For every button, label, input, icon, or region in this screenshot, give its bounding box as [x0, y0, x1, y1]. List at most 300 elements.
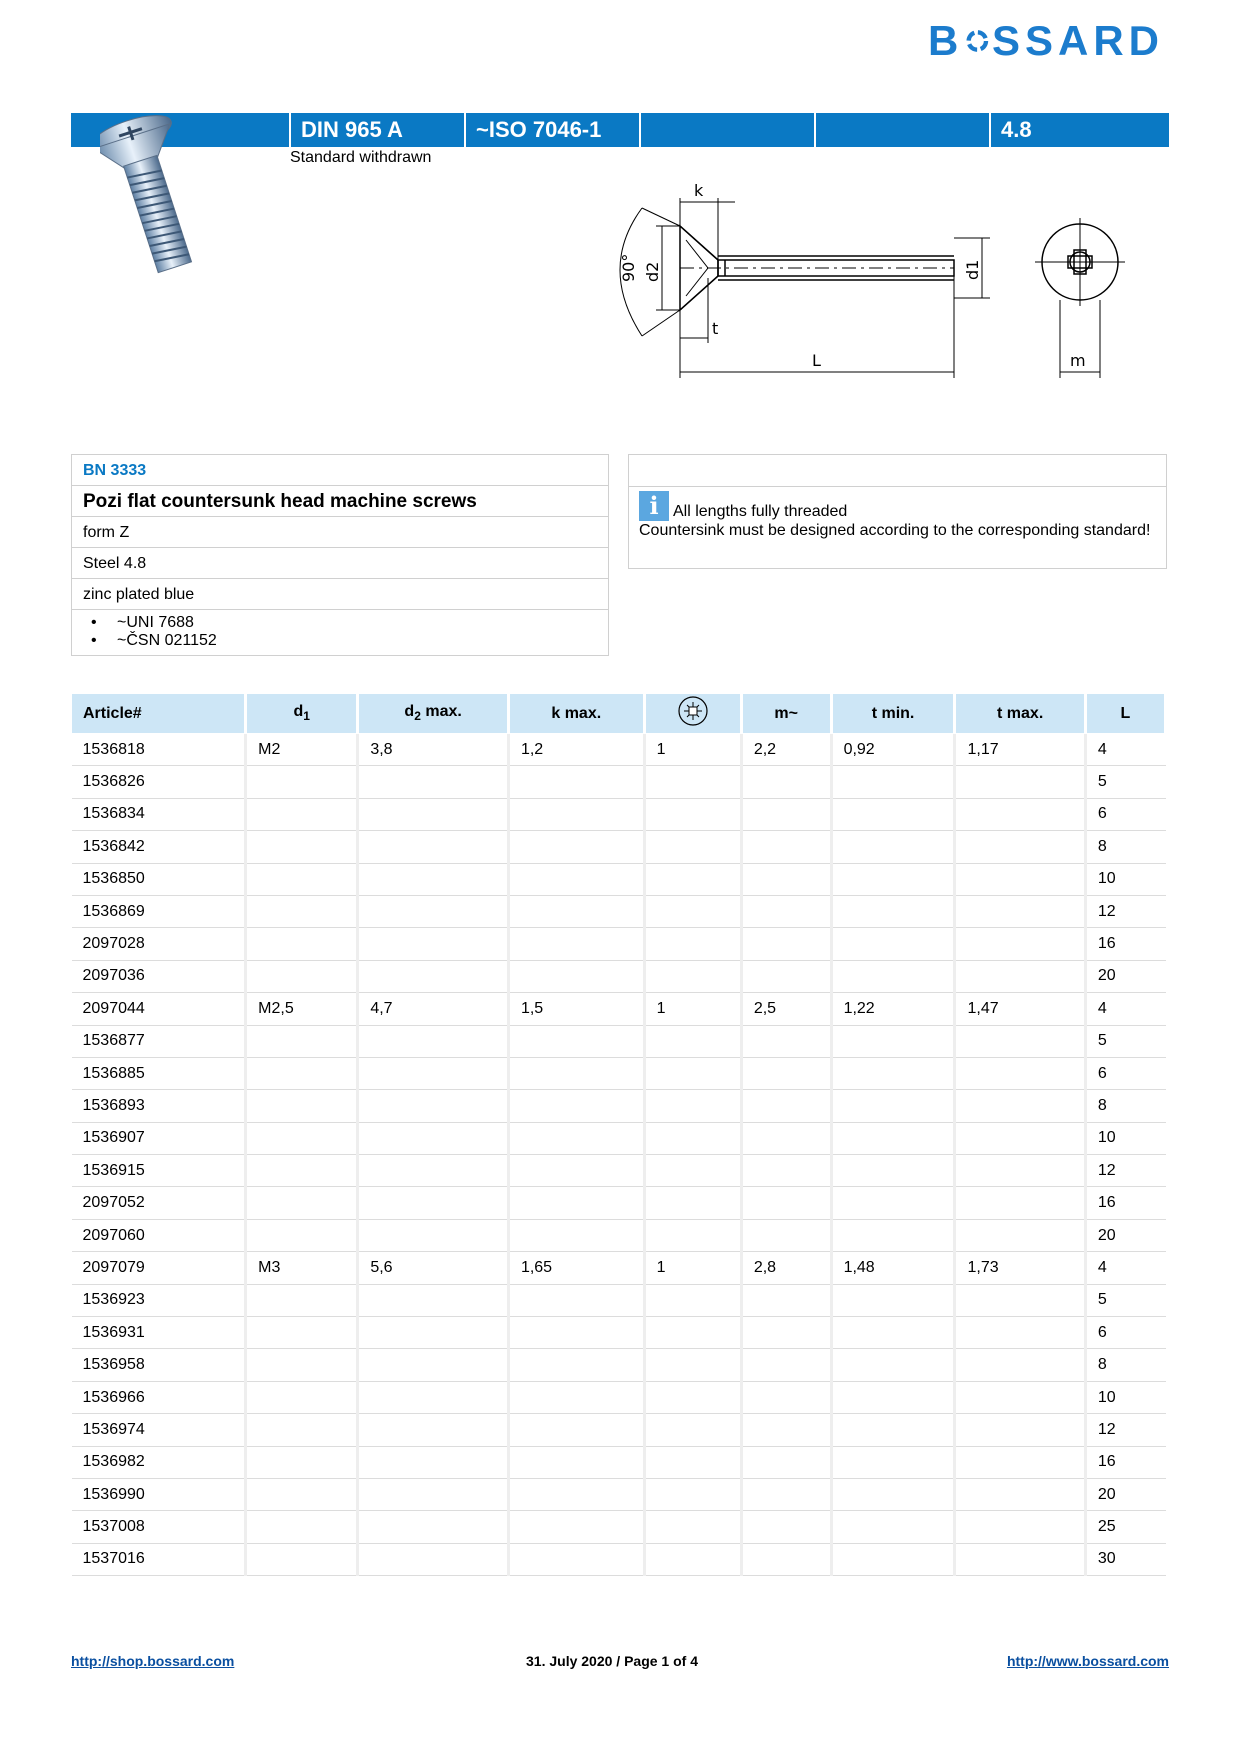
- table-cell: 1536923: [72, 1284, 246, 1316]
- table-cell: [955, 1381, 1085, 1413]
- table-cell: 1536974: [72, 1414, 246, 1446]
- table-cell: [246, 1025, 358, 1057]
- table-cell: [955, 1122, 1085, 1154]
- table-cell: [741, 766, 831, 798]
- table-cell: [246, 1057, 358, 1089]
- table-cell: [955, 863, 1085, 895]
- table-cell: 4: [1085, 993, 1165, 1025]
- table-cell: [644, 1057, 741, 1089]
- notes-box: [628, 454, 1167, 569]
- table-cell: [508, 1543, 644, 1575]
- note-line-1: All lengths fully threaded: [673, 503, 848, 520]
- table-cell: [246, 1446, 358, 1478]
- table-cell: [246, 1478, 358, 1510]
- table-cell: 1536966: [72, 1381, 246, 1413]
- label-t: t: [712, 319, 719, 338]
- table-cell: [741, 798, 831, 830]
- note-line-2: Countersink must be designed according to the corresponding standard!: [639, 522, 1151, 539]
- table-cell: [644, 1187, 741, 1219]
- table-cell: [741, 831, 831, 863]
- table-cell: [831, 1349, 955, 1381]
- table-cell: 2097028: [72, 928, 246, 960]
- table-cell: [741, 1446, 831, 1478]
- header-cell-iso: ~ISO 7046-1: [464, 113, 639, 147]
- table-cell: [644, 1025, 741, 1057]
- table-cell: [358, 863, 509, 895]
- col-t-max: t max.: [955, 694, 1085, 734]
- table-cell: [831, 1446, 955, 1478]
- table-row: [72, 1219, 1166, 1251]
- table-cell: [741, 1187, 831, 1219]
- table-cell: [508, 1155, 644, 1187]
- table-cell: [644, 1090, 741, 1122]
- table-cell: 1,47: [955, 993, 1085, 1025]
- table-cell: [358, 798, 509, 830]
- table-cell: [508, 798, 644, 830]
- table-cell: [246, 1381, 358, 1413]
- table-row: [72, 1284, 1166, 1316]
- table-cell: [955, 1511, 1085, 1543]
- table-cell: [508, 1122, 644, 1154]
- table-cell: [644, 1446, 741, 1478]
- table-cell: [831, 1122, 955, 1154]
- table-cell: [358, 1122, 509, 1154]
- table-cell: [955, 1414, 1085, 1446]
- table-cell: [508, 1284, 644, 1316]
- page-info: 31. July 2020 / Page 1 of 4: [526, 1653, 698, 1669]
- table-cell: [358, 1446, 509, 1478]
- col-k-max: k max.: [508, 694, 644, 734]
- equivalent-item: • ~UNI 7688: [107, 614, 597, 632]
- table-cell: 5: [1085, 766, 1165, 798]
- table-cell: [358, 1025, 509, 1057]
- table-cell: [358, 960, 509, 992]
- table-cell: [358, 1057, 509, 1089]
- table-cell: [741, 863, 831, 895]
- table-cell: [644, 1349, 741, 1381]
- table-cell: [741, 1155, 831, 1187]
- table-cell: 8: [1085, 831, 1165, 863]
- table-cell: [741, 1284, 831, 1316]
- table-cell: 6: [1085, 1317, 1165, 1349]
- table-cell: 2,8: [741, 1252, 831, 1284]
- table-row: [72, 831, 1166, 863]
- table-row: [72, 960, 1166, 992]
- table-row: [72, 928, 1166, 960]
- table-cell: [831, 1414, 955, 1446]
- shop-link[interactable]: http://shop.bossard.com: [71, 1653, 235, 1669]
- table-cell: [644, 1543, 741, 1575]
- table-cell: [831, 766, 955, 798]
- table-cell: [644, 1414, 741, 1446]
- table-cell: [246, 1187, 358, 1219]
- table-cell: [358, 928, 509, 960]
- col-t-min: t min.: [831, 694, 955, 734]
- info-icon: i: [639, 491, 669, 521]
- col-m: m~: [741, 694, 831, 734]
- table-cell: 1536990: [72, 1478, 246, 1510]
- table-cell: [358, 1219, 509, 1251]
- table-cell: [246, 798, 358, 830]
- table-cell: 4: [1085, 734, 1165, 766]
- technical-drawing: [590, 178, 1150, 428]
- table-cell: [955, 1057, 1085, 1089]
- table-row: [72, 1414, 1166, 1446]
- table-cell: [955, 1349, 1085, 1381]
- table-cell: 1,65: [508, 1252, 644, 1284]
- header-cell-grade: 4.8: [989, 113, 1169, 147]
- table-cell: [644, 960, 741, 992]
- table-cell: 1536885: [72, 1057, 246, 1089]
- table-cell: [246, 895, 358, 927]
- table-cell: 12: [1085, 1414, 1165, 1446]
- table-cell: [831, 1317, 955, 1349]
- label-d1: d1: [963, 259, 982, 280]
- table-header-row: [72, 694, 1166, 734]
- table-row: [72, 1446, 1166, 1478]
- table-cell: [644, 1284, 741, 1316]
- table-cell: 2097060: [72, 1219, 246, 1251]
- table-cell: [508, 1446, 644, 1478]
- table-cell: [955, 895, 1085, 927]
- product-form: form Z: [72, 517, 608, 548]
- table-cell: [508, 928, 644, 960]
- logo-text-left: B: [928, 17, 964, 64]
- table-cell: [831, 960, 955, 992]
- table-cell: 16: [1085, 928, 1165, 960]
- screw-product-image: [100, 108, 210, 283]
- table-cell: [508, 1381, 644, 1413]
- product-title: Pozi flat countersunk head machine screws: [72, 486, 608, 517]
- col-d2-max: $d_2$ max.: [358, 694, 509, 734]
- table-cell: [246, 863, 358, 895]
- table-cell: 2,2: [741, 734, 831, 766]
- table-cell: 1536931: [72, 1317, 246, 1349]
- table-cell: [955, 1155, 1085, 1187]
- table-cell: 1,17: [955, 734, 1085, 766]
- table-cell: 1,2: [508, 734, 644, 766]
- table-cell: 1536907: [72, 1122, 246, 1154]
- table-cell: 10: [1085, 1381, 1165, 1413]
- table-cell: [955, 1284, 1085, 1316]
- table-cell: [246, 1090, 358, 1122]
- table-cell: [831, 895, 955, 927]
- table-cell: [741, 1349, 831, 1381]
- table-cell: 1537016: [72, 1543, 246, 1575]
- table-cell: [955, 1219, 1085, 1251]
- website-link[interactable]: http://www.bossard.com: [1006, 1653, 1169, 1669]
- table-cell: [741, 1317, 831, 1349]
- table-row: [72, 1090, 1166, 1122]
- table-cell: 8: [1085, 1090, 1165, 1122]
- equivalent-item: • ~ČSN 021152: [107, 632, 597, 650]
- table-cell: 1536869: [72, 895, 246, 927]
- table-cell: [955, 1446, 1085, 1478]
- table-cell: 1,5: [508, 993, 644, 1025]
- label-L: L: [812, 351, 821, 370]
- table-cell: 1536915: [72, 1155, 246, 1187]
- table-cell: [831, 1219, 955, 1251]
- table-cell: [741, 1511, 831, 1543]
- logo-ring-icon: [965, 24, 990, 58]
- col-article: Article#: [72, 694, 246, 734]
- table-cell: 4,7: [358, 993, 509, 1025]
- table-cell: [831, 1155, 955, 1187]
- table-cell: [955, 831, 1085, 863]
- table-cell: [955, 1317, 1085, 1349]
- table-row: [72, 1543, 1166, 1575]
- table-cell: 2,5: [741, 993, 831, 1025]
- table-body: [72, 734, 1166, 1576]
- table-cell: [955, 766, 1085, 798]
- table-cell: [358, 1381, 509, 1413]
- table-cell: [955, 1478, 1085, 1510]
- label-m: m: [1070, 351, 1086, 370]
- table-cell: [358, 1090, 509, 1122]
- table-cell: [741, 1381, 831, 1413]
- table-cell: [644, 1155, 741, 1187]
- notes-header: [629, 455, 1166, 487]
- product-material: Steel 4.8: [72, 548, 608, 579]
- table-cell: [955, 1025, 1085, 1057]
- table-cell: [644, 1317, 741, 1349]
- table-cell: [831, 831, 955, 863]
- table-cell: 12: [1085, 1155, 1165, 1187]
- table-cell: [246, 1543, 358, 1575]
- table-cell: [358, 1284, 509, 1316]
- table-cell: [741, 1122, 831, 1154]
- table-cell: [508, 1478, 644, 1510]
- table-cell: [644, 895, 741, 927]
- table-cell: [741, 1543, 831, 1575]
- table-cell: 5: [1085, 1284, 1165, 1316]
- table-row: [72, 734, 1166, 766]
- label-k: k: [694, 181, 704, 200]
- col-L: L: [1085, 694, 1165, 734]
- table-cell: 25: [1085, 1511, 1165, 1543]
- table-cell: 5,6: [358, 1252, 509, 1284]
- table-cell: 16: [1085, 1187, 1165, 1219]
- table-cell: 1537008: [72, 1511, 246, 1543]
- table-cell: [358, 1349, 509, 1381]
- table-cell: [358, 1155, 509, 1187]
- table-cell: [246, 1414, 358, 1446]
- table-cell: 20: [1085, 1478, 1165, 1510]
- table-cell: [358, 1187, 509, 1219]
- table-cell: 2097052: [72, 1187, 246, 1219]
- table-cell: M3: [246, 1252, 358, 1284]
- header-cell-empty-2: [814, 113, 989, 147]
- header-cell-empty-1: [639, 113, 814, 147]
- table-cell: 20: [1085, 960, 1165, 992]
- table-cell: [246, 1219, 358, 1251]
- table-cell: [508, 1317, 644, 1349]
- table-cell: 5: [1085, 1025, 1165, 1057]
- table-cell: 1536826: [72, 766, 246, 798]
- table-cell: [741, 1414, 831, 1446]
- table-row: [72, 1317, 1166, 1349]
- table-cell: [644, 798, 741, 830]
- table-cell: [831, 1478, 955, 1510]
- table-cell: 10: [1085, 1122, 1165, 1154]
- table-cell: [741, 895, 831, 927]
- table-row: [72, 1025, 1166, 1057]
- table-cell: [831, 1284, 955, 1316]
- table-cell: 1536877: [72, 1025, 246, 1057]
- table-cell: 1536834: [72, 798, 246, 830]
- table-cell: [358, 766, 509, 798]
- table-cell: [246, 766, 358, 798]
- table-cell: [955, 1543, 1085, 1575]
- table-cell: 20: [1085, 1219, 1165, 1251]
- table-cell: [358, 1511, 509, 1543]
- table-cell: [831, 863, 955, 895]
- table-cell: [358, 1543, 509, 1575]
- table-cell: 1,22: [831, 993, 955, 1025]
- table-cell: [644, 1219, 741, 1251]
- table-cell: [831, 1543, 955, 1575]
- table-cell: [508, 1349, 644, 1381]
- table-row: [72, 993, 1166, 1025]
- table-cell: [246, 960, 358, 992]
- table-row: [72, 1511, 1166, 1543]
- table-cell: [358, 1414, 509, 1446]
- table-row: [72, 895, 1166, 927]
- logo-text-right: SSARD: [991, 17, 1164, 64]
- table-cell: [741, 1090, 831, 1122]
- table-row: [72, 1349, 1166, 1381]
- table-cell: [955, 928, 1085, 960]
- table-cell: 6: [1085, 798, 1165, 830]
- table-cell: [831, 928, 955, 960]
- table-cell: 2097079: [72, 1252, 246, 1284]
- table-cell: 1: [644, 993, 741, 1025]
- table-cell: [644, 1478, 741, 1510]
- product-info-box: [71, 454, 609, 656]
- table-cell: [955, 1187, 1085, 1219]
- table-cell: [508, 1057, 644, 1089]
- table-cell: [246, 1155, 358, 1187]
- table-cell: [508, 831, 644, 863]
- bn-code: BN 3333: [72, 455, 608, 486]
- table-row: [72, 1057, 1166, 1089]
- table-cell: 2097036: [72, 960, 246, 992]
- table-cell: [508, 960, 644, 992]
- table-row: [72, 1478, 1166, 1510]
- table-cell: 1,73: [955, 1252, 1085, 1284]
- label-angle: 90°: [619, 253, 638, 282]
- table-cell: 4: [1085, 1252, 1165, 1284]
- equivalents-list: [72, 610, 608, 650]
- product-finish: zinc plated blue: [72, 579, 608, 610]
- table-cell: [358, 895, 509, 927]
- table-cell: [246, 1284, 358, 1316]
- table-cell: [741, 1478, 831, 1510]
- standard-header-bar: [71, 113, 1169, 147]
- table-cell: M2,5: [246, 993, 358, 1025]
- table-cell: [955, 798, 1085, 830]
- table-cell: [741, 960, 831, 992]
- table-cell: [644, 766, 741, 798]
- table-row: [72, 766, 1166, 798]
- table-cell: [508, 1414, 644, 1446]
- table-cell: [508, 1090, 644, 1122]
- standard-status: Standard withdrawn: [290, 149, 432, 166]
- table-cell: [831, 1090, 955, 1122]
- table-cell: 1536982: [72, 1446, 246, 1478]
- table-row: [72, 1187, 1166, 1219]
- table-cell: [741, 1219, 831, 1251]
- table-row: [72, 1122, 1166, 1154]
- table-row: [72, 1381, 1166, 1413]
- table-cell: [358, 1317, 509, 1349]
- table-cell: [508, 1187, 644, 1219]
- table-cell: M2: [246, 734, 358, 766]
- table-cell: 1: [644, 734, 741, 766]
- table-cell: [831, 1025, 955, 1057]
- table-cell: [741, 1057, 831, 1089]
- table-cell: [508, 1511, 644, 1543]
- table-cell: 30: [1085, 1543, 1165, 1575]
- table-cell: 1,48: [831, 1252, 955, 1284]
- table-cell: 6: [1085, 1057, 1165, 1089]
- table-cell: [831, 1511, 955, 1543]
- table-cell: [508, 766, 644, 798]
- table-row: [72, 1155, 1166, 1187]
- table-cell: 1536850: [72, 863, 246, 895]
- table-cell: [246, 1317, 358, 1349]
- article-table: [71, 693, 1167, 1576]
- table-cell: [508, 895, 644, 927]
- header-cell-din: DIN 965 A: [289, 113, 464, 147]
- pozidriv-icon: [677, 695, 709, 727]
- table-cell: [831, 1057, 955, 1089]
- table-row: [72, 798, 1166, 830]
- table-cell: [246, 1122, 358, 1154]
- table-cell: 1: [644, 1252, 741, 1284]
- table-cell: [741, 1025, 831, 1057]
- table-cell: [246, 831, 358, 863]
- table-cell: [246, 1511, 358, 1543]
- table-cell: [644, 928, 741, 960]
- table-cell: [955, 1090, 1085, 1122]
- table-cell: [246, 1349, 358, 1381]
- table-cell: 1536893: [72, 1090, 246, 1122]
- table-cell: 3,8: [358, 734, 509, 766]
- table-cell: [358, 831, 509, 863]
- table-cell: [644, 831, 741, 863]
- table-cell: 10: [1085, 863, 1165, 895]
- table-cell: [644, 863, 741, 895]
- table-cell: [831, 1381, 955, 1413]
- notes-content: [629, 487, 1166, 544]
- table-cell: 1536842: [72, 831, 246, 863]
- table-cell: 0,92: [831, 734, 955, 766]
- table-cell: [508, 1219, 644, 1251]
- col-d1: $d_1$: [246, 694, 358, 734]
- table-cell: [831, 1187, 955, 1219]
- table-cell: [955, 960, 1085, 992]
- table-cell: [644, 1122, 741, 1154]
- table-cell: [246, 928, 358, 960]
- label-d2: d2: [643, 261, 662, 282]
- table-cell: 16: [1085, 1446, 1165, 1478]
- bossard-logo: [928, 18, 1164, 64]
- table-cell: [741, 928, 831, 960]
- table-cell: 1536958: [72, 1349, 246, 1381]
- table-cell: [508, 1025, 644, 1057]
- table-cell: 8: [1085, 1349, 1165, 1381]
